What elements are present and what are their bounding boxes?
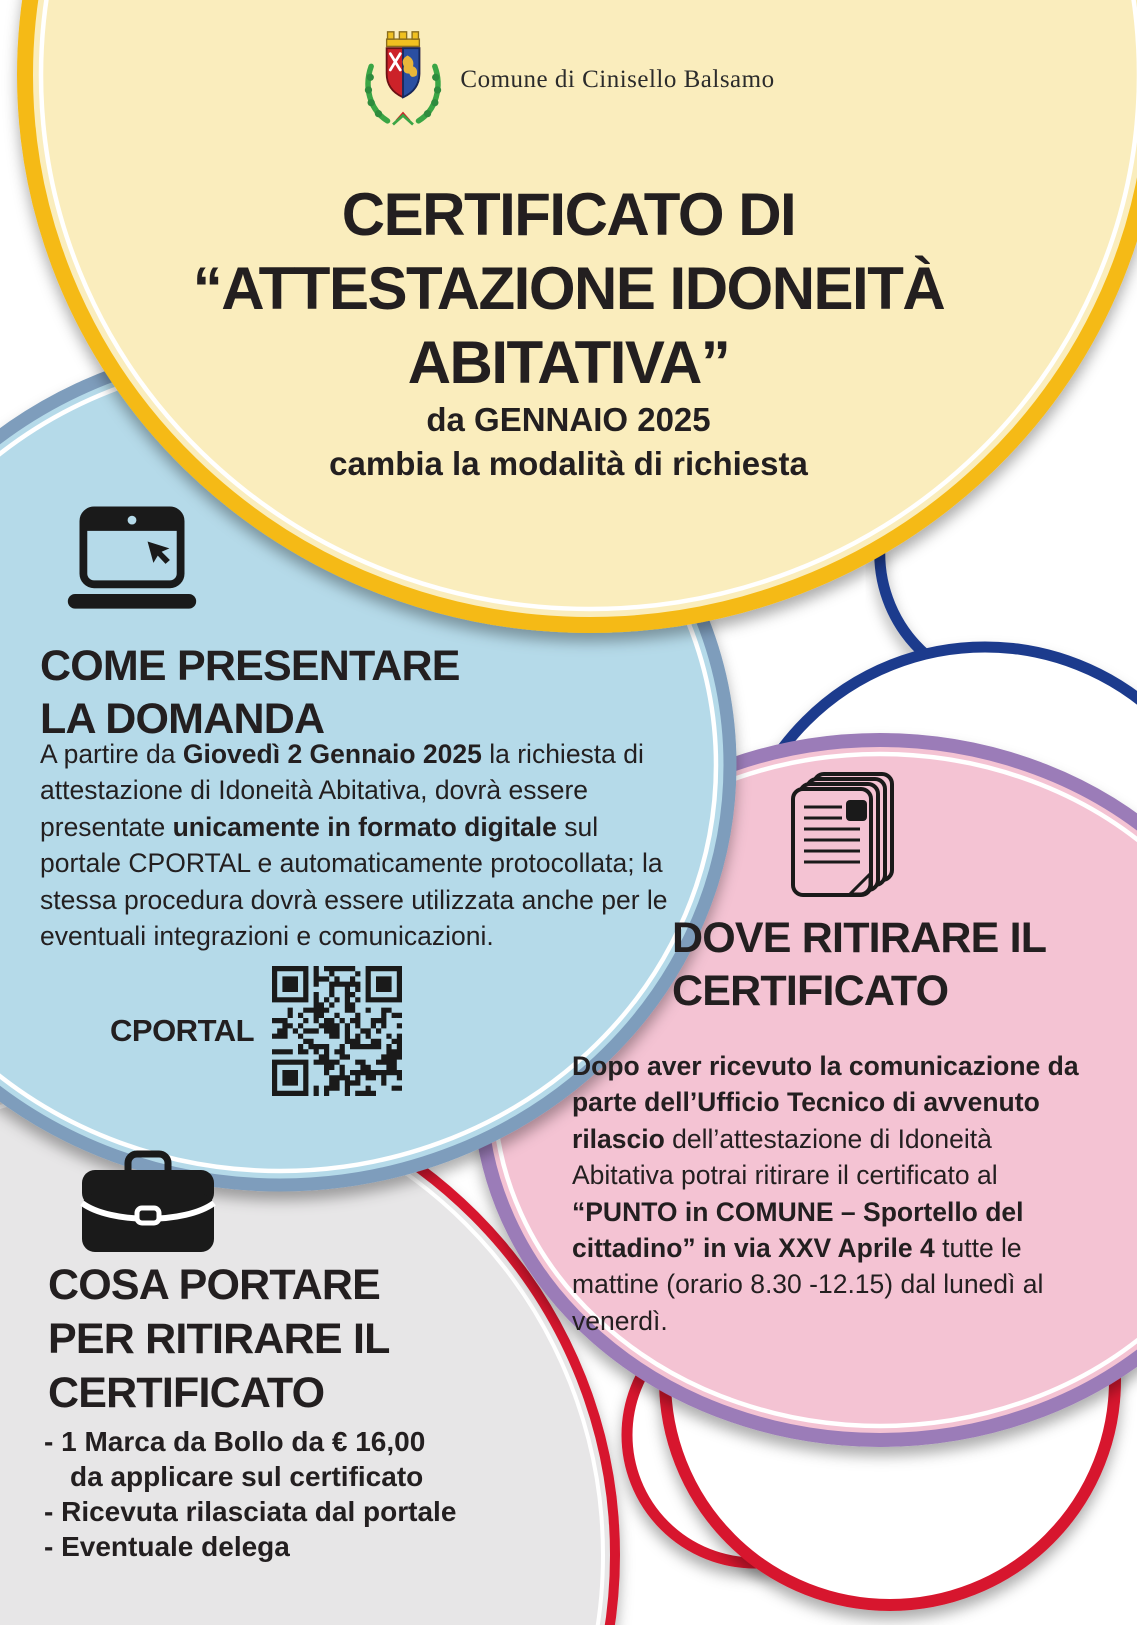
list-item bbox=[44, 1424, 524, 1494]
bring-items-list bbox=[44, 1424, 524, 1564]
briefcase-icon bbox=[78, 1148, 218, 1254]
title-line1: CERTIFICATO DI bbox=[341, 181, 796, 248]
municipality-name: Comune di Cinisello Balsamo bbox=[460, 66, 775, 93]
portal-row bbox=[110, 966, 530, 1096]
title-line2: “ATTESTAZIONE IDONEITÀ bbox=[192, 255, 945, 322]
bring-item-1: - 1 Marca da Bollo da € 16,00 bbox=[44, 1426, 426, 1457]
where-section-body bbox=[572, 1048, 1094, 1339]
qr-code bbox=[272, 966, 402, 1096]
subtitle-line2: cambia la modalità di richiesta bbox=[329, 445, 808, 482]
where-body-text: tutte le mattine (orario 8.30 -12.15) dal lunedì al venerdì. bbox=[572, 1233, 1044, 1336]
bring-section-heading bbox=[48, 1258, 528, 1420]
where-section-heading bbox=[672, 912, 1112, 1018]
how-section-body bbox=[40, 736, 685, 954]
documents-stack-icon bbox=[790, 772, 896, 902]
header bbox=[0, 30, 1137, 130]
bring-heading-line1: COSA PORTARE bbox=[48, 1261, 381, 1309]
bring-item-1-continued: da applicare sul certificato bbox=[70, 1461, 424, 1492]
how-body-text: sul portale CPORTAL e automaticamente protocollata; la stessa procedura dovrà essere utilizzata anche per le eventuali integrazioni e comunicazioni. bbox=[40, 811, 668, 952]
subtitle-line1: da GENNAIO 2025 bbox=[426, 401, 711, 438]
navy-arc-decoration bbox=[880, 545, 926, 655]
poster-title bbox=[60, 178, 1077, 400]
bring-heading-line3: CERTIFICATO bbox=[48, 1369, 325, 1417]
bring-item-3: - Eventuale delega bbox=[44, 1531, 290, 1562]
title-line3: ABITATIVA” bbox=[407, 329, 730, 396]
how-body-bold-date: Giovedì 2 Gennaio 2025 bbox=[182, 739, 482, 769]
bring-heading-line2: PER RITIRARE IL bbox=[48, 1315, 390, 1363]
portal-label: CPORTAL bbox=[110, 1013, 255, 1048]
how-section-heading bbox=[40, 640, 600, 746]
where-body-bold-place: “PUNTO in COMUNE – Sportello del cittadino” in via XXV Aprile 4 bbox=[572, 1196, 1024, 1264]
list-item bbox=[44, 1529, 524, 1564]
municipal-coat-of-arms bbox=[362, 30, 444, 130]
where-heading-line1: DOVE RITIRARE IL bbox=[672, 914, 1047, 962]
where-heading-line2: CERTIFICATO bbox=[672, 967, 949, 1015]
how-heading-line1: COME PRESENTARE bbox=[40, 642, 460, 690]
how-body-text: la richiesta di attestazione di Idoneità Abitativa, dovrà essere presentate bbox=[40, 739, 644, 842]
where-body-bold-intro: Dopo aver ricevuto la comunicazione da parte dell’Ufficio Tecnico di avvenuto rilascio bbox=[572, 1051, 1079, 1154]
how-body-bold-digital: unicamente in formato digitale bbox=[172, 811, 557, 842]
bring-item-2: - Ricevuta rilasciata dal portale bbox=[44, 1496, 457, 1527]
laptop-cursor-icon bbox=[62, 505, 202, 615]
poster-subtitle bbox=[60, 398, 1077, 486]
how-heading-line2: LA DOMANDA bbox=[40, 695, 325, 743]
how-body-text: A partire da bbox=[40, 739, 183, 769]
where-body-text: dell’attestazione di Idoneità Abitativa potrai ritirare il certificato al bbox=[572, 1123, 998, 1191]
list-item bbox=[44, 1494, 524, 1529]
